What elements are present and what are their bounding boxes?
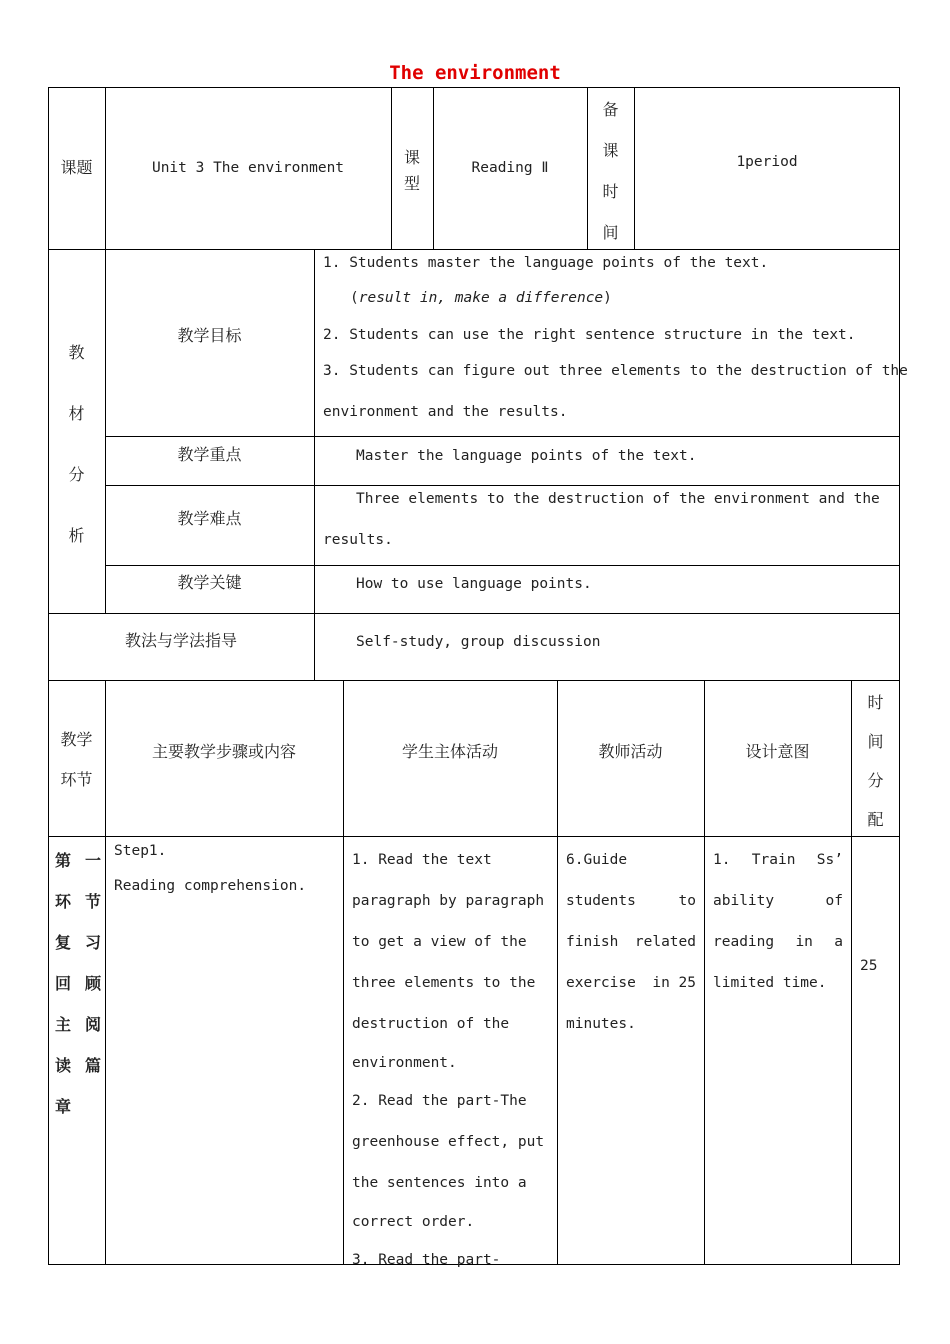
difficulty-label: 教学难点 (177, 509, 242, 528)
goal-item-3-line2: environment and the results. (323, 404, 568, 420)
goal-item-1: 1. Students master the language points of the text. (323, 255, 769, 271)
student-line: environment. (352, 1055, 457, 1071)
goal-item-2: 2. Students can use the right sentence structure in the text. (323, 327, 856, 343)
design-intent-header: 设计意图 (745, 742, 810, 761)
key-factor-label: 教学关键 (177, 573, 242, 592)
rule (557, 680, 558, 1265)
difficulty-line-1: Three elements to the destruction of the environment and the (356, 491, 880, 507)
rule (105, 680, 106, 1265)
time-allocation-header: 时 间 分 配 (867, 693, 884, 829)
rule (48, 249, 900, 250)
rule (48, 836, 900, 837)
stage-header: 教学 环节 (60, 730, 93, 789)
stage-1-student-activity (352, 840, 552, 1281)
student-activity-header: 学生主体活动 (401, 742, 498, 761)
rule (105, 436, 900, 437)
document-title: The environment (389, 62, 561, 84)
rule (105, 249, 106, 613)
student-line: correct order. (352, 1214, 475, 1230)
analysis-section-label: 教 材 分 析 (68, 343, 85, 545)
stage-1-design-intent: 1. Train Ss’ ability of reading in a limited time. (713, 852, 843, 991)
key-factor-value: How to use language points. (356, 576, 592, 592)
stage-1-step-title: Step1. (114, 843, 167, 859)
stage-1-time: 25 (860, 958, 878, 974)
rule (105, 565, 900, 566)
goal-item-1-note: (result in, make a difference) (350, 290, 612, 306)
rule (48, 613, 900, 614)
lesson-type-value: Reading Ⅱ (471, 160, 549, 176)
rule (48, 680, 900, 681)
student-line: 3. Read the part- (352, 1252, 501, 1268)
key-points-value: Master the language points of the text. (356, 448, 697, 464)
rule (343, 680, 344, 1265)
methods-label: 教法与学法指导 (124, 631, 237, 650)
prep-time-value: 1period (736, 154, 798, 170)
topic-value: Unit 3 The environment (151, 160, 345, 176)
student-line: paragraph by paragraph (352, 893, 545, 909)
student-line: greenhouse effect, put (352, 1134, 545, 1150)
stage-1-teacher-activity: 6.Guide students to finish related exercise in 25 minutes. (566, 852, 696, 1032)
goals-label: 教学目标 (177, 326, 242, 345)
topic-label: 课题 (60, 158, 93, 177)
rule (105, 485, 900, 486)
student-line: 1. Read the text (352, 852, 492, 868)
student-line: destruction of the (352, 1016, 510, 1032)
methods-value: Self-study, group discussion (356, 634, 601, 650)
steps-header: 主要教学步骤或内容 (151, 742, 296, 761)
lesson-type-label: 课 型 (403, 148, 420, 193)
student-line: 2. Read the part-The (352, 1093, 527, 1109)
key-points-label: 教学重点 (177, 445, 242, 464)
student-line: the sentences into a (352, 1175, 527, 1191)
rule (314, 249, 315, 680)
stage-1-label: 第 一 环 节 复 习 回 顾 主 阅 读 篇 章 (55, 851, 101, 1116)
student-line: to get a view of the (352, 934, 527, 950)
student-line: three elements to the (352, 975, 536, 991)
goal-item-3-line1: 3. Students can figure out three elements to the destruction of the (323, 363, 908, 379)
rule (704, 680, 705, 1265)
prep-time-label: 备 课 时 间 (602, 100, 619, 242)
stage-1-step-desc: Reading comprehension. (114, 878, 307, 894)
teacher-activity-header: 教师活动 (598, 742, 663, 761)
difficulty-line-2: results. (323, 532, 393, 548)
